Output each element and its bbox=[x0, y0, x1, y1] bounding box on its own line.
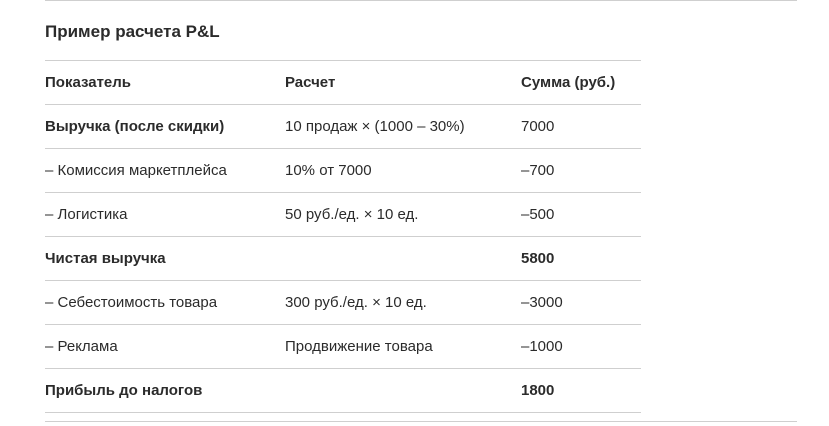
row-sum: 5800 bbox=[521, 237, 641, 281]
row-sum: –3000 bbox=[521, 281, 641, 325]
table-row bbox=[45, 325, 641, 369]
row-indicator: – Комиссия маркетплейса bbox=[45, 149, 285, 193]
row-calculation: 300 руб./ед. × 10 ед. bbox=[285, 281, 521, 325]
header-sum: Сумма (руб.) bbox=[521, 61, 641, 105]
section-title: Пример расчета P&L bbox=[45, 22, 220, 41]
pl-table bbox=[45, 60, 641, 413]
row-sum: –700 bbox=[521, 149, 641, 193]
row-indicator: – Себестоимость товара bbox=[45, 281, 285, 325]
bottom-divider bbox=[45, 421, 797, 422]
row-calculation bbox=[285, 237, 521, 281]
row-sum: 1800 bbox=[521, 369, 641, 413]
table-header-row bbox=[45, 61, 641, 105]
row-indicator: Чистая выручка bbox=[45, 237, 285, 281]
row-calculation: 10% от 7000 bbox=[285, 149, 521, 193]
table-row bbox=[45, 149, 641, 193]
row-indicator: Выручка (после скидки) bbox=[45, 105, 285, 149]
table-row bbox=[45, 193, 641, 237]
table-row bbox=[45, 237, 641, 281]
row-calculation bbox=[285, 369, 521, 413]
table-row bbox=[45, 105, 641, 149]
row-indicator: – Логистика bbox=[45, 193, 285, 237]
row-calculation: Продвижение товара bbox=[285, 325, 521, 369]
row-sum: –1000 bbox=[521, 325, 641, 369]
row-calculation: 50 руб./ед. × 10 ед. bbox=[285, 193, 521, 237]
row-indicator: Прибыль до налогов bbox=[45, 369, 285, 413]
row-sum: 7000 bbox=[521, 105, 641, 149]
top-divider bbox=[45, 0, 797, 1]
table-row bbox=[45, 369, 641, 413]
row-calculation: 10 продаж × (1000 – 30%) bbox=[285, 105, 521, 149]
row-sum: –500 bbox=[521, 193, 641, 237]
table-row bbox=[45, 281, 641, 325]
header-calculation: Расчет bbox=[285, 61, 521, 105]
row-indicator: – Реклама bbox=[45, 325, 285, 369]
header-indicator: Показатель bbox=[45, 61, 285, 105]
